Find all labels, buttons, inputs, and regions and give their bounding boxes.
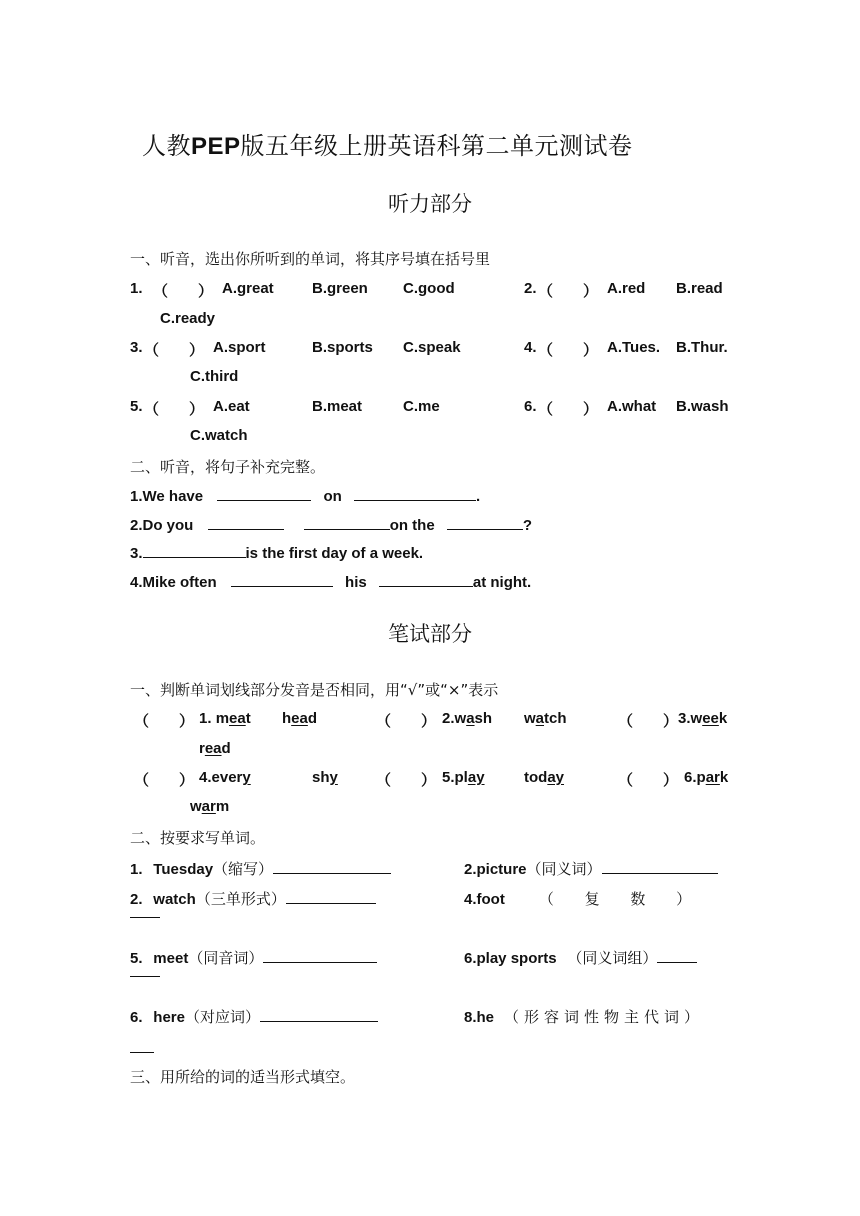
q1-paren: （ ） bbox=[153, 283, 214, 300]
page-title bbox=[142, 126, 633, 161]
pron-q3 bbox=[678, 710, 727, 727]
answer-blank[interactable] bbox=[231, 572, 333, 587]
title-prefix: 人教 bbox=[142, 132, 191, 160]
sentence-3-part-b: is the first day of a week. bbox=[245, 545, 424, 562]
word-part: sh bbox=[312, 769, 330, 786]
q2-option-a: A.red bbox=[607, 280, 646, 297]
underlined-letters: ay bbox=[547, 769, 565, 786]
word-part: d bbox=[307, 710, 318, 727]
task-number: 2. bbox=[130, 891, 143, 908]
paren: （ ） bbox=[376, 713, 437, 730]
answer-blank-continuation[interactable] bbox=[130, 976, 160, 978]
answer-blank[interactable] bbox=[447, 515, 523, 530]
pron-q6-word2 bbox=[190, 798, 229, 815]
q4-option-c: C.third bbox=[190, 368, 239, 385]
pron-q1-number: 1. bbox=[199, 710, 212, 727]
answer-blank[interactable] bbox=[354, 486, 476, 501]
task-word: 2.picture bbox=[464, 861, 527, 878]
sentence-4-part-c: at night. bbox=[472, 574, 532, 591]
task-word: 4.foot bbox=[464, 891, 505, 908]
task-word: 8.he bbox=[464, 1009, 495, 1026]
writing-part3-instruction: 三、用所给的词的适当形式填空。 bbox=[130, 1068, 356, 1086]
task-requirement: （三单形式） bbox=[195, 890, 286, 908]
pron-q1-word2 bbox=[282, 710, 317, 727]
word-part: k bbox=[719, 769, 729, 786]
task-requirement: （同义词） bbox=[526, 860, 602, 878]
pron-q1 bbox=[199, 710, 251, 727]
paren: （ ） bbox=[618, 772, 679, 789]
pron-q3-number: 3. bbox=[678, 710, 691, 727]
task-requirement: （同义词组） bbox=[567, 949, 658, 967]
task-word: watch bbox=[153, 891, 196, 908]
sentence-1 bbox=[130, 486, 480, 505]
sentence-2 bbox=[130, 515, 532, 534]
task-number: 5. bbox=[130, 950, 143, 967]
underlined-letters: ar bbox=[201, 798, 216, 815]
pron-q4-word2 bbox=[312, 769, 338, 786]
underlined-letters: ea bbox=[291, 710, 308, 727]
word-part: m bbox=[215, 710, 230, 727]
writing-heading: 笔试部分 bbox=[388, 622, 472, 646]
word-part: h bbox=[282, 710, 292, 727]
word-part: t bbox=[245, 710, 251, 727]
word-part: tod bbox=[524, 769, 548, 786]
q1-option-b: B.green bbox=[312, 280, 368, 297]
task-requirement: （ 复 数 ） bbox=[538, 890, 705, 908]
task-word: Tuesday bbox=[153, 861, 214, 878]
pron-q2-word2 bbox=[524, 710, 567, 727]
listening-heading: 听力部分 bbox=[388, 192, 472, 216]
q3-option-c: C.speak bbox=[403, 339, 461, 356]
task-number: 6. bbox=[130, 1009, 143, 1026]
paren: （ ） bbox=[376, 772, 437, 789]
pron-q3-word2 bbox=[199, 740, 231, 757]
q5-option-b: B.meat bbox=[312, 398, 363, 415]
word-part: w bbox=[524, 710, 536, 727]
pron-q5-word2 bbox=[524, 769, 564, 786]
pron-q2 bbox=[442, 710, 492, 727]
answer-blank[interactable] bbox=[286, 889, 376, 904]
q6-option-c: C.watch bbox=[190, 427, 248, 444]
word-part: d bbox=[221, 740, 231, 757]
q6-paren: （ ） bbox=[538, 401, 599, 418]
task-word: 6.play sports bbox=[464, 950, 557, 967]
pron-q5-number: 5. bbox=[442, 769, 455, 786]
word-part: p bbox=[696, 769, 706, 786]
sentence-3-part-a: 3. bbox=[130, 545, 143, 562]
underlined-letters: a bbox=[535, 710, 545, 727]
sentence-2-part-c: ? bbox=[522, 517, 533, 534]
answer-blank[interactable] bbox=[263, 948, 377, 963]
answer-blank-continuation[interactable] bbox=[130, 1052, 154, 1054]
q4-option-a: A.Tues. bbox=[607, 339, 661, 356]
sentence-2-part-a: 2.Do you bbox=[130, 517, 194, 534]
q1-option-a: A.great bbox=[222, 280, 274, 297]
answer-blank[interactable] bbox=[379, 572, 473, 587]
task-word: meet bbox=[153, 950, 189, 967]
q1-number: 1. bbox=[130, 280, 143, 297]
sentence-4-part-a: 4.Mike often bbox=[130, 574, 217, 591]
q5-number: 5. bbox=[130, 398, 143, 415]
q5-option-c: C.me bbox=[403, 398, 440, 415]
task-requirement: （缩写） bbox=[213, 860, 274, 878]
q5-option-a: A.eat bbox=[213, 398, 250, 415]
answer-blank[interactable] bbox=[208, 515, 284, 530]
word-part: k bbox=[718, 710, 728, 727]
title-pep: PEP bbox=[191, 133, 241, 160]
word-task-6 bbox=[464, 947, 697, 968]
word-part: m bbox=[215, 798, 230, 815]
q3-paren: （ ） bbox=[144, 342, 205, 359]
answer-blank[interactable] bbox=[602, 859, 718, 874]
sentence-4-part-b: his bbox=[345, 574, 367, 591]
underlined-letters: ea bbox=[204, 740, 222, 757]
sentence-1-part-b: on bbox=[323, 488, 342, 505]
task-requirement: （同音词） bbox=[188, 949, 264, 967]
answer-blank-continuation[interactable] bbox=[130, 917, 160, 919]
writing-part2-instruction: 二、按要求写单词。 bbox=[130, 829, 266, 847]
word-part: pl bbox=[454, 769, 468, 786]
word-task-1 bbox=[130, 858, 391, 879]
underlined-letters: y bbox=[329, 769, 338, 786]
word-task-8 bbox=[464, 1006, 704, 1027]
answer-blank[interactable] bbox=[657, 948, 697, 963]
q5-paren: （ ） bbox=[144, 401, 205, 418]
q1-option-c: C.good bbox=[403, 280, 455, 297]
word-part: w bbox=[454, 710, 467, 727]
underlined-letters: ar bbox=[705, 769, 720, 786]
sentence-1-part-c: . bbox=[475, 488, 481, 505]
task-number: 1. bbox=[130, 861, 143, 878]
underlined-letters: ay bbox=[467, 769, 485, 786]
sentence-1-part-a: 1.We have bbox=[130, 488, 204, 505]
q4-paren: （ ） bbox=[538, 342, 599, 359]
q3-option-b: B.sports bbox=[312, 339, 373, 356]
q2-number: 2. bbox=[524, 280, 537, 297]
word-part: w bbox=[690, 710, 703, 727]
q4-option-b: B.Thur. bbox=[676, 339, 728, 356]
sentence-4 bbox=[130, 572, 531, 591]
q3-option-a: A.sport bbox=[213, 339, 266, 356]
writing-part1-instruction: 一、判断单词划线部分发音是否相同，用“√”或“×”表示 bbox=[130, 681, 499, 699]
sentence-2-part-b: on the bbox=[389, 517, 435, 534]
word-part: r bbox=[199, 740, 205, 757]
word-part: ever bbox=[211, 769, 243, 786]
word-part: w bbox=[190, 798, 202, 815]
word-task-3 bbox=[130, 888, 376, 909]
task-word: here bbox=[153, 1009, 185, 1026]
underlined-letters: ee bbox=[702, 710, 719, 727]
answer-blank[interactable] bbox=[260, 1007, 378, 1022]
word-part: sh bbox=[474, 710, 493, 727]
q6-option-b: B.wash bbox=[676, 398, 729, 415]
answer-blank[interactable] bbox=[273, 859, 391, 874]
q2-option-b: B.read bbox=[676, 280, 723, 297]
pron-q4-number: 4. bbox=[199, 769, 212, 786]
q2-paren: （ ） bbox=[538, 283, 599, 300]
answer-blank[interactable] bbox=[304, 515, 390, 530]
pron-q4 bbox=[199, 769, 251, 786]
task-requirement: （形容词性物主代词） bbox=[504, 1008, 705, 1026]
task-requirement: （对应词） bbox=[184, 1008, 260, 1026]
paren: （ ） bbox=[618, 713, 679, 730]
q6-number: 6. bbox=[524, 398, 537, 415]
q6-option-a: A.what bbox=[607, 398, 657, 415]
q3-number: 3. bbox=[130, 339, 143, 356]
pron-q5 bbox=[442, 769, 485, 786]
pron-q6-number: 6. bbox=[684, 769, 697, 786]
word-part: tch bbox=[544, 710, 567, 727]
q4-number: 4. bbox=[524, 339, 537, 356]
word-task-7 bbox=[130, 1006, 378, 1027]
paren: （ ） bbox=[134, 772, 195, 789]
sentence-3 bbox=[130, 543, 423, 562]
underlined-letters: a bbox=[466, 710, 475, 727]
listening-part1-instruction: 一、听音，选出你所听到的单词，将其序号填在括号里 bbox=[130, 250, 491, 268]
word-task-2 bbox=[464, 858, 718, 879]
paren: （ ） bbox=[134, 713, 195, 730]
word-task-4 bbox=[464, 888, 704, 909]
pron-q6 bbox=[684, 769, 728, 786]
answer-blank[interactable] bbox=[217, 486, 311, 501]
word-task-5 bbox=[130, 947, 377, 968]
pron-q2-number: 2. bbox=[442, 710, 455, 727]
q2-option-c: C.ready bbox=[160, 310, 216, 327]
underlined-letters: ea bbox=[229, 710, 246, 727]
answer-blank[interactable] bbox=[143, 543, 246, 558]
title-suffix: 版五年级上册英语科第二单元测试卷 bbox=[240, 132, 633, 160]
underlined-letters: y bbox=[242, 769, 251, 786]
listening-part2-instruction: 二、听音，将句子补充完整。 bbox=[130, 458, 326, 476]
